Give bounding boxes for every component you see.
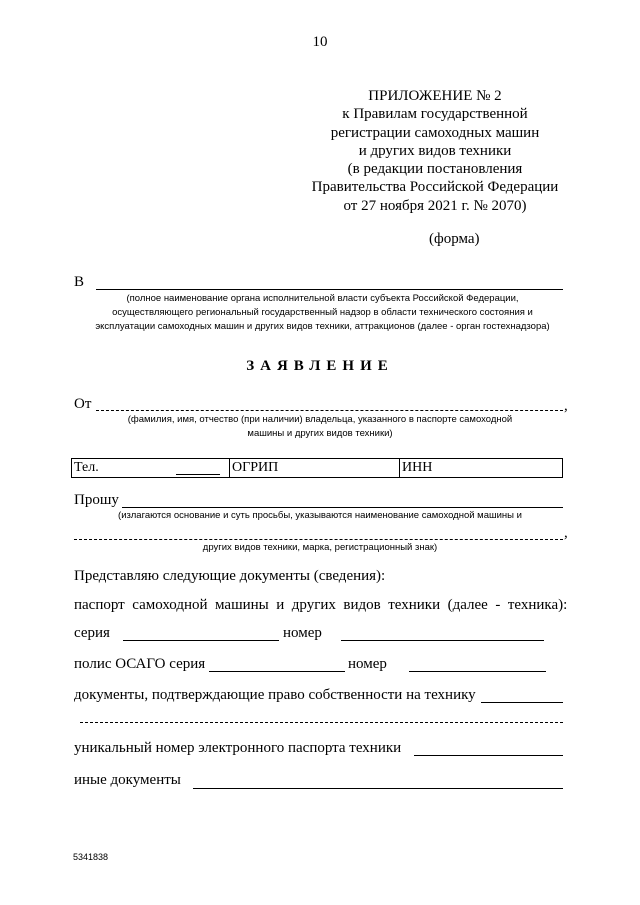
ogrip-label: ОГРИП [232,460,279,475]
vehicle-passport-label: паспорт самоходной машины и других видов техники (далее - техника): [74,597,568,613]
identifiers-table [71,458,563,478]
request-hint2: других видов техники, марка, регистрационный знак) [202,542,438,553]
from-comma: , [564,398,568,414]
phone-cell[interactable] [72,459,229,477]
number-label: номер [283,625,322,641]
owner-hint: (фамилия, имя, отчество (при наличии) владельца, указанного в паспорте самоходной машины и других видов техники) [127,414,513,439]
appendix-line: (в редакции постановления [347,161,523,178]
to-prefix: В [74,274,85,290]
passport-series-field[interactable] [123,640,279,641]
osago-series-field[interactable] [209,671,345,672]
inn-cell[interactable] [399,459,562,477]
document-title: ЗАЯВЛЕНИЕ [246,358,394,374]
ownership-docs-field[interactable] [481,702,563,703]
documents-intro: Представляю следующие документы (сведения): [74,568,386,584]
ogrip-cell[interactable] [229,459,399,477]
other-documents-field[interactable] [193,788,563,789]
request-field-line1[interactable] [122,507,563,508]
authority-hint: (полное наименование органа исполнительной власти субъекта Российской Федерации, осуществляющего региональный государственный надзор в области технического состояния и эксплуатации самоходных машин и других видов техники, аттракционов (далее - орган гостехнадзора) [95,293,550,332]
inn-label: ИНН [402,460,433,475]
appendix-line: Правительства Российской Федерации [311,179,559,196]
ownership-docs-label: документы, подтверждающие право собственности на технику [74,687,476,703]
osago-number-label: номер [348,656,387,672]
appendix-line: к Правилам государственной [342,106,528,123]
page-number: 10 [312,34,328,50]
request-prefix: Прошу [74,492,119,508]
phone-field-line [176,474,220,475]
catalog-number: 5341838 [73,852,109,862]
appendix-line: от 27 ноября 2021 г. № 2070) [343,197,527,214]
electronic-passport-label: уникальный номер электронного паспорта техники [74,740,402,756]
other-documents-label: иные документы [74,772,181,788]
series-label: серия [74,625,110,641]
request-field-line2[interactable] [74,539,563,540]
ownership-docs-field-line2[interactable] [80,722,563,723]
authority-name-field[interactable] [96,289,563,290]
form-label: (форма) [429,231,480,247]
appendix-line: и других видов техники [358,142,512,159]
request-hint1: (излагаются основание и суть просьбы, указываются наименование самоходной машины и [118,510,522,521]
appendix-line: регистрации самоходных машин [330,124,540,141]
from-prefix: От [74,396,92,412]
request-end-mark: , [564,525,568,541]
passport-number-field[interactable] [341,640,544,641]
phone-label: Тел. [74,460,99,475]
electronic-passport-field[interactable] [414,755,563,756]
appendix-header [305,87,565,215]
owner-name-field[interactable] [96,410,563,411]
appendix-line: ПРИЛОЖЕНИЕ № 2 [368,88,502,104]
osago-number-field[interactable] [409,671,546,672]
osago-series-label: полис ОСАГО серия [74,656,206,672]
